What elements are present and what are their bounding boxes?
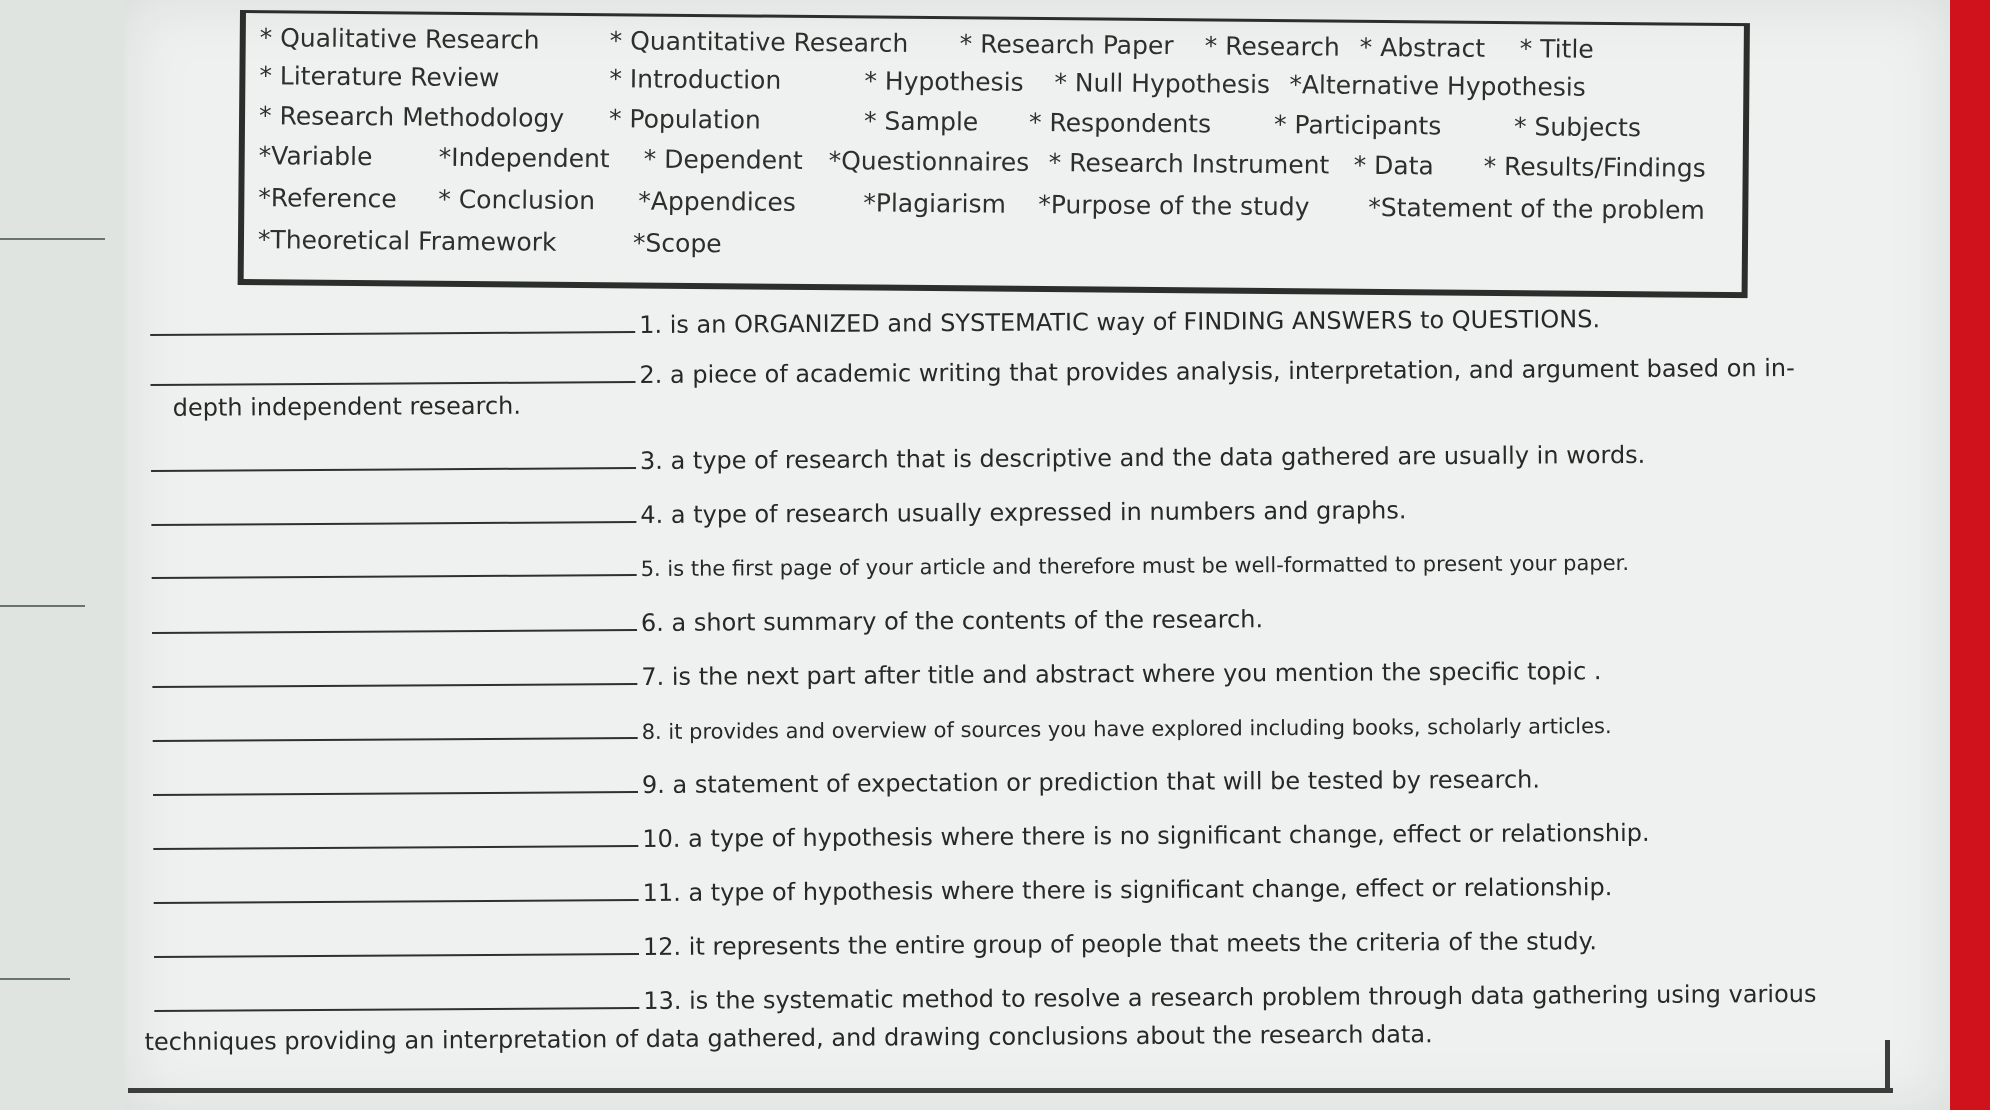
question-text: 6. a short summary of the contents of the research. — [640, 605, 1264, 638]
term: * Subjects — [1513, 112, 1642, 143]
answer-blank[interactable] — [153, 769, 638, 796]
term: * Results/Findings — [1483, 151, 1706, 183]
answer-blank[interactable] — [154, 877, 639, 904]
answer-blank[interactable] — [151, 445, 636, 472]
term: * Dependent — [643, 144, 803, 175]
term: *Alternative Hypothesis — [1289, 70, 1586, 102]
term: * Research — [1204, 31, 1340, 62]
answer-blank[interactable] — [152, 661, 637, 688]
answer-blank[interactable] — [151, 499, 636, 526]
term: *Questionnaires — [828, 146, 1030, 177]
question-text: 13. is the systematic method to resolve a research problem through data gathering using various — [643, 979, 1817, 1015]
question-text-continued: techniques providing an interpretation of data gathered, and drawing conclusions about the research data. — [144, 1020, 1433, 1057]
answer-blank[interactable] — [150, 359, 635, 386]
word-bank-box — [238, 10, 1750, 298]
page-border-bottom — [128, 1088, 1893, 1093]
term: * Participants — [1273, 110, 1442, 141]
page-border-right — [1885, 1040, 1890, 1092]
term: * Abstract — [1359, 32, 1486, 63]
term: * Null Hypothesis — [1054, 68, 1271, 99]
answer-blank[interactable] — [154, 985, 639, 1012]
edge-rule — [0, 605, 85, 607]
term: *Reference — [258, 183, 397, 214]
term: * Title — [1519, 34, 1594, 64]
term: * Data — [1353, 150, 1434, 181]
edge-rule — [0, 978, 70, 980]
question-text: 9. a statement of expectation or prediction that will be tested by research. — [641, 765, 1541, 800]
answer-blank[interactable] — [153, 715, 638, 742]
term: *Scope — [632, 228, 722, 259]
term: * Population — [608, 104, 761, 135]
question-text: 7. is the next part after title and abstract where you mention the specific topic . — [641, 657, 1602, 692]
question-text: 10. a type of hypothesis where there is no significant change, effect or relationship. — [642, 818, 1650, 854]
question-text: 1. is an ORGANIZED and SYSTEMATIC way of FINDING ANSWERS to QUESTIONS. — [639, 305, 1601, 340]
term: * Research Instrument — [1048, 148, 1330, 180]
term: * Hypothesis — [864, 66, 1024, 97]
term: * Quantitative Research — [609, 26, 909, 58]
question-text: 8. it provides and overview of sources you have explored including books, scholarly articles. — [641, 714, 1612, 745]
question-text: 2. a piece of academic writing that provides analysis, interpretation, and argument based on in- — [639, 353, 1795, 390]
answer-blank[interactable] — [150, 309, 635, 336]
term: * Respondents — [1028, 107, 1212, 139]
question-text-continued: depth independent research. — [172, 391, 522, 422]
term: *Variable — [258, 141, 373, 172]
question-text: 5. is the first page of your article and therefore must be well-formatted to present your paper. — [640, 550, 1630, 582]
term: *Statement of the problem — [1368, 192, 1705, 225]
term: *Independent — [438, 142, 610, 174]
term: * Introduction — [609, 64, 782, 95]
edge-rule — [0, 238, 105, 240]
question-text: 3. a type of research that is descriptive and the data gathered are usually in words. — [639, 440, 1646, 476]
question-text: 4. a type of research usually expressed in numbers and graphs. — [640, 496, 1407, 530]
answer-blank[interactable] — [153, 823, 638, 850]
term: * Literature Review — [259, 61, 500, 93]
term: * Research Methodology — [258, 101, 565, 133]
term: * Qualitative Research — [259, 23, 540, 55]
red-background-edge — [1950, 0, 1990, 1110]
term: * Sample — [863, 106, 979, 137]
term: * Conclusion — [438, 184, 596, 216]
question-text: 12. it represents the entire group of people that meets the criteria of the study. — [642, 927, 1598, 962]
term: * Research Paper — [959, 29, 1174, 61]
answer-blank[interactable] — [152, 552, 637, 579]
term: *Theoretical Framework — [257, 225, 557, 257]
answer-blank[interactable] — [154, 931, 639, 958]
term: *Purpose of the study — [1038, 189, 1310, 222]
answer-blank[interactable] — [152, 607, 637, 634]
left-page-edge — [0, 0, 142, 1110]
term: *Plagiarism — [863, 188, 1007, 219]
question-text: 11. a type of hypothesis where there is significant change, effect or relationship. — [642, 873, 1613, 908]
term: *Appendices — [638, 186, 797, 217]
